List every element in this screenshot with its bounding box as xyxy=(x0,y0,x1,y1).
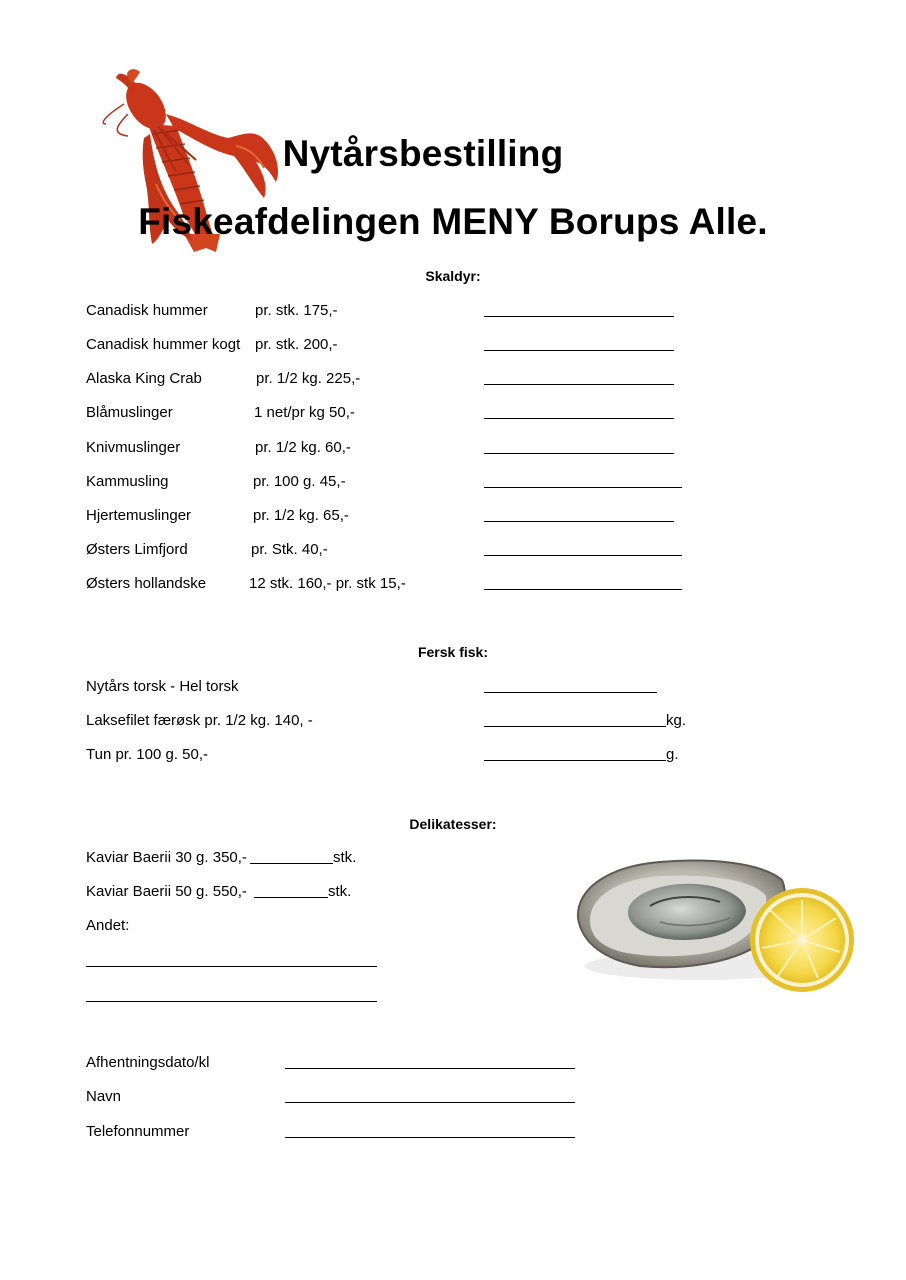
order-line[interactable] xyxy=(250,863,333,864)
item-name: Kaviar Baerii 50 g. 550,- xyxy=(86,883,247,900)
item-price: pr. stk. 175,- xyxy=(255,302,338,319)
andet-line[interactable] xyxy=(86,1001,377,1002)
item-price: pr. 1/2 kg. 65,- xyxy=(253,507,349,524)
item-price: pr. Stk. 40,- xyxy=(251,541,328,558)
item-name: Blåmuslinger xyxy=(86,404,173,421)
item-name: Knivmuslinger xyxy=(86,439,181,456)
andet-label: Andet: xyxy=(86,917,130,934)
item-name: Kaviar Baerii 30 g. 350,- xyxy=(86,849,247,866)
item-name: Kammusling xyxy=(86,473,169,490)
section-heading-skaldyr: Skaldyr: xyxy=(425,268,481,284)
item-name: Canadisk hummer kogt xyxy=(86,336,241,353)
unit-label: stk. xyxy=(333,849,357,866)
unit-label: stk. xyxy=(328,883,352,900)
order-line[interactable] xyxy=(484,726,666,727)
item-price: pr. 100 g. 45,- xyxy=(253,473,346,490)
order-line[interactable] xyxy=(484,316,674,317)
phone-field[interactable] xyxy=(285,1137,575,1138)
item-name: Tun pr. 100 g. 50,- xyxy=(86,746,209,763)
phone-label: Telefonnummer xyxy=(86,1123,190,1140)
unit-label: g. xyxy=(666,746,679,763)
order-line[interactable] xyxy=(484,418,674,419)
order-line[interactable] xyxy=(484,487,682,488)
order-line[interactable] xyxy=(484,521,674,522)
item-price: pr. 1/2 kg. 60,- xyxy=(255,439,351,456)
item-name: Hjertemuslinger xyxy=(86,507,192,524)
order-line[interactable] xyxy=(484,555,682,556)
item-price: pr. 1/2 kg. 225,- xyxy=(256,370,361,387)
andet-line[interactable] xyxy=(86,966,377,967)
item-name: Laksefilet færøsk pr. 1/2 kg. 140, - xyxy=(86,712,313,729)
item-price: 12 stk. 160,- pr. stk 15,- xyxy=(249,575,406,592)
order-line[interactable] xyxy=(254,897,328,898)
section-heading-delikatesser: Delikatesser: xyxy=(409,816,497,832)
order-line[interactable] xyxy=(484,350,674,351)
page-title: Nytårsbestilling xyxy=(282,133,564,174)
order-line[interactable] xyxy=(484,384,674,385)
pickup-label: Afhentningsdato/kl xyxy=(86,1054,210,1071)
order-line[interactable] xyxy=(484,453,674,454)
oyster-lemon-image xyxy=(570,848,870,998)
item-name: Nytårs torsk - Hel torsk xyxy=(86,678,239,695)
item-name: Alaska King Crab xyxy=(86,370,202,387)
order-line[interactable] xyxy=(484,760,666,761)
item-name: Østers Limfjord xyxy=(86,541,188,558)
order-line[interactable] xyxy=(484,589,682,590)
item-price: pr. stk. 200,- xyxy=(255,336,338,353)
page-subtitle: Fiskeafdelingen MENY Borups Alle. xyxy=(138,201,768,242)
name-field[interactable] xyxy=(285,1102,575,1103)
item-price: 1 net/pr kg 50,- xyxy=(254,404,355,421)
name-label: Navn xyxy=(86,1088,122,1105)
pickup-field[interactable] xyxy=(285,1068,575,1069)
unit-label: kg. xyxy=(666,712,687,729)
order-line[interactable] xyxy=(484,692,657,693)
item-name: Canadisk hummer xyxy=(86,302,208,319)
item-name: Østers hollandske xyxy=(86,575,207,592)
section-heading-fersk-fisk: Fersk fisk: xyxy=(417,644,489,660)
